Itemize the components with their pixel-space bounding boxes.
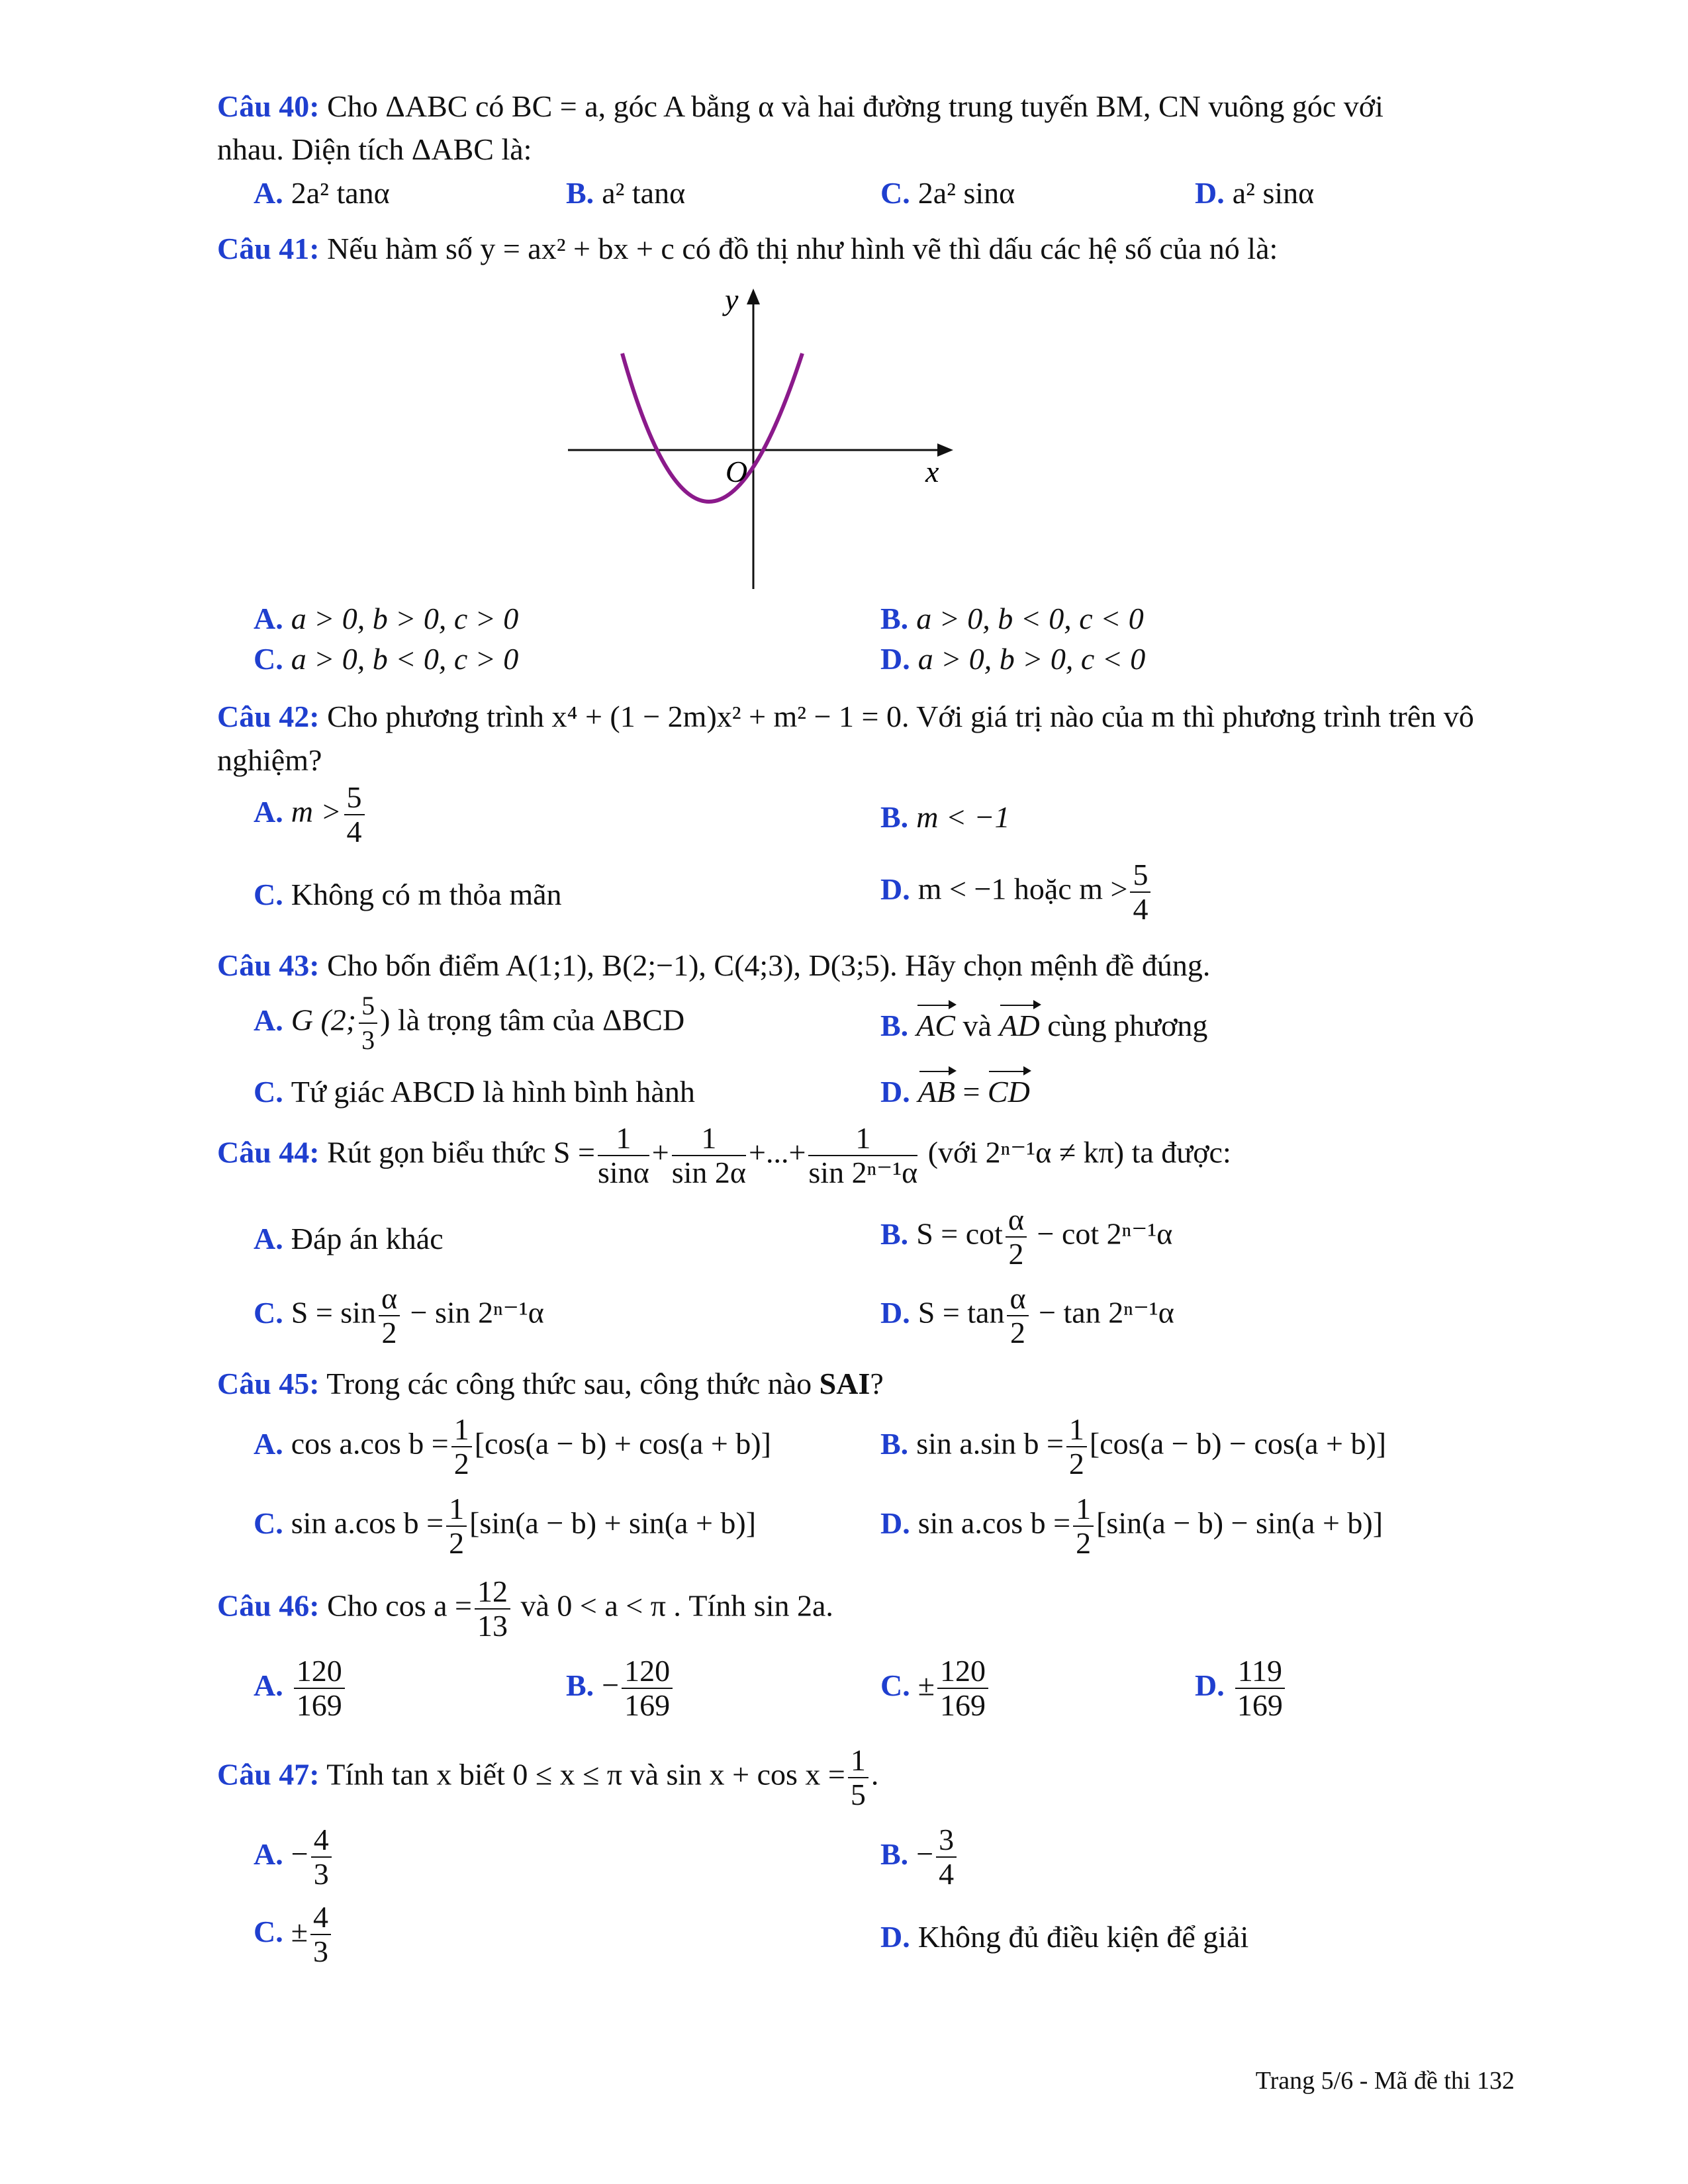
fraction: $\frac{3}{4}$ [936, 1823, 957, 1891]
vector-ad: AD [999, 1006, 1039, 1046]
fraction: $\frac{1}{\text{sin 2ⁿ⁻¹α}}$ [808, 1121, 918, 1189]
q42-option-c[interactable]: C. Không có m thỏa mãn [254, 878, 562, 911]
q41-option-c[interactable]: C. a > 0, b < 0, c > 0 [254, 642, 519, 676]
fraction: $\frac{119}{169}$ [1235, 1655, 1285, 1722]
fraction: $\frac{1}{\sin\alpha}$ [597, 1121, 649, 1189]
parabola-curve [622, 353, 802, 502]
q42-option-b[interactable]: B. m < −1 [880, 800, 1010, 834]
q40-option-b[interactable]: B. a² tanα [566, 176, 686, 210]
q45-option-b[interactable]: B. sin a.sin b = $\frac{1}{2}$ [cos(a − b) − cos(a + b)] [880, 1412, 1387, 1480]
fraction: $\frac{\alpha}{2}$ [1007, 1282, 1028, 1349]
y-axis-arrow [747, 289, 760, 304]
q45-option-a[interactable]: A. cos a.cos b = $\frac{1}{2}$ [cos(a − b) + cos(a + b)] [254, 1412, 771, 1480]
q46-option-c[interactable]: C. ± $\frac{120}{169}$ [880, 1655, 991, 1722]
question-label: Câu 44: [217, 1135, 320, 1169]
fraction: $\frac{5}{4}$ [1130, 858, 1150, 926]
q44-option-c[interactable]: C. S = sin $\frac{\alpha}{2}$ − sin 2ⁿ⁻¹α [254, 1281, 544, 1349]
q42-option-a[interactable]: A. m > $\frac{5}{4}$ [254, 781, 367, 848]
vector-ac: AC [916, 1006, 955, 1046]
q45-option-c[interactable]: C. sin a.cos b = $\frac{1}{2}$ [sin(a − b) + sin(a + b)] [254, 1492, 757, 1560]
q40-option-d[interactable]: D. a² sinα [1195, 176, 1315, 210]
origin-label: O [726, 455, 748, 488]
fraction: $\frac{120}{169}$ [937, 1655, 988, 1722]
q42-option-d[interactable]: D. m < −1 hoặc m > $\frac{5}{4}$ [880, 858, 1153, 926]
question-45: Câu 45: Trong các công thức sau, công thức nào SAI? [217, 1367, 884, 1400]
fraction: $\frac{5}{4}$ [344, 781, 365, 848]
q40-option-a[interactable]: A. 2a² tanα [254, 176, 390, 210]
q45-option-d[interactable]: D. sin a.cos b = $\frac{1}{2}$ [sin(a − b) − sin(a + b)] [880, 1492, 1383, 1560]
fraction: $\frac{5}{3}$ [359, 989, 377, 1057]
q41-option-b[interactable]: B. a > 0, b < 0, c < 0 [880, 602, 1144, 635]
question-43 [217, 945, 1210, 986]
question-label: Câu 42: [217, 700, 320, 733]
fraction: $\frac{1}{5}$ [848, 1744, 868, 1811]
q46-option-a[interactable]: A. $\frac{120}{169}$ [254, 1655, 348, 1722]
q43-option-c[interactable]: C. Tứ giác ABCD là hình bình hành [254, 1075, 695, 1109]
fraction: $\frac{1}{2}$ [446, 1492, 467, 1560]
question-label: Câu 47: [217, 1757, 320, 1792]
question-text: Cho bốn điểm A(1;1), B(2;−1), C(4;3), D(3;5). Hãy chọn mệnh đề đúng. [319, 948, 1211, 982]
fraction: $\frac{1}{2}$ [451, 1413, 472, 1480]
question-label: Câu 46: [217, 1588, 320, 1623]
question-text: Cho ΔABC có BC = a, góc A bằng α và hai đường trung tuyến BM, CN vuông góc với [319, 89, 1383, 123]
q47-option-a[interactable]: A. − $\frac{4}{3}$ [254, 1823, 334, 1891]
parabola-graph [563, 285, 960, 596]
q40-option-c[interactable]: C. 2a² sinα [880, 176, 1015, 210]
q47-option-b[interactable]: B. − $\frac{3}{4}$ [880, 1823, 959, 1891]
question-text: Rút gọn biểu thức S = [319, 1135, 595, 1169]
fraction: $\frac{1}{2}$ [1073, 1492, 1094, 1560]
page-footer: Trang 5/6 - Mã đề thi 132 [1255, 2067, 1515, 2095]
q44-option-a[interactable]: A. Đáp án khác [254, 1222, 444, 1255]
question-46: Câu 46: Cho cos a = $\frac{12}{13}$ và 0 < a < π . Tính sin 2a. [217, 1574, 833, 1643]
question-42 [217, 696, 1474, 737]
question-text: nghiệm? [217, 743, 322, 777]
question-text: Nếu hàm số y = ax² + bx + c có đồ thị như hình vẽ thì dấu các hệ số của nó là: [319, 232, 1278, 265]
fraction: $\frac{1}{2}$ [1066, 1413, 1087, 1480]
question-text: Tính tan x biết 0 ≤ x ≤ π và sin x + cos x = [319, 1757, 845, 1792]
fraction: $\frac{120}{169}$ [294, 1655, 345, 1722]
question-41 [217, 228, 1278, 269]
fraction: $\frac{4}{3}$ [311, 1823, 332, 1891]
question-label: Câu 40: [217, 89, 320, 123]
question-text: Cho cos a = [319, 1588, 472, 1623]
q46-option-b[interactable]: B. − $\frac{120}{169}$ [566, 1655, 675, 1722]
y-label: y [725, 285, 739, 316]
question-42-line2 [217, 740, 322, 781]
q43-option-a[interactable]: A. G (2; $\frac{5}{3}$ ) là trọng tâm của ΔBCD [254, 989, 684, 1057]
fraction: $\frac{1}{\sin 2\alpha}$ [671, 1121, 746, 1189]
vector-cd: CD [988, 1072, 1030, 1112]
q41-option-a[interactable]: A. a > 0, b > 0, c > 0 [254, 602, 519, 635]
question-text: nhau. Diện tích ΔABC là: [217, 132, 532, 166]
vector-ab: AB [918, 1072, 955, 1112]
question-44: Câu 44: Rút gọn biểu thức S = $\frac{1}{\sin\alpha}$ + $\frac{1}{\sin 2\alpha}$ +...+ $\frac{1}{\text{sin 2ⁿ⁻¹α}}$ (với 2ⁿ⁻¹α ≠ kπ) ta được: [217, 1121, 1231, 1189]
question-label: Câu 45: [217, 1367, 320, 1400]
question-47: Câu 47: Tính tan x biết 0 ≤ x ≤ π và sin x + cos x = $\frac{1}{5}$ . [217, 1743, 879, 1811]
q44-option-d[interactable]: D. S = tan $\frac{\alpha}{2}$ − tan 2ⁿ⁻¹α [880, 1281, 1174, 1349]
question-text: Cho phương trình x⁴ + (1 − 2m)x² + m² − 1 = 0. Với giá trị nào của m thì phương trình trên vô [319, 700, 1474, 733]
fraction: $\frac{120}{169}$ [622, 1655, 673, 1722]
fraction: $\frac{4}{3}$ [310, 1901, 331, 1968]
x-label: x [925, 455, 939, 488]
q47-option-d[interactable]: D. Không đủ điều kiện để giải [880, 1920, 1249, 1954]
fraction: $\frac{\alpha}{2}$ [1006, 1203, 1027, 1271]
q46-option-d[interactable]: D. $\frac{119}{169}$ [1195, 1655, 1288, 1722]
q41-option-d[interactable]: D. a > 0, b > 0, c < 0 [880, 642, 1146, 676]
question-40-line2 [217, 129, 532, 170]
q43-option-b[interactable]: B. AC và AD cùng phương [880, 1006, 1207, 1046]
question-label: Câu 41: [217, 232, 320, 265]
q44-option-b[interactable]: B. S = cot $\frac{\alpha}{2}$ − cot 2ⁿ⁻¹α [880, 1203, 1173, 1271]
x-axis-arrow [937, 443, 953, 457]
fraction: $\frac{12}{13}$ [475, 1575, 510, 1643]
q47-option-c[interactable]: C. ± $\frac{4}{3}$ [254, 1901, 334, 1968]
q43-option-d[interactable]: D. AB = CD [880, 1072, 1030, 1112]
question-label: Câu 43: [217, 948, 320, 982]
question-40 [217, 86, 1383, 127]
question-text: Trong các công thức sau, công thức nào [319, 1367, 820, 1400]
fraction: $\frac{\alpha}{2}$ [379, 1282, 400, 1349]
